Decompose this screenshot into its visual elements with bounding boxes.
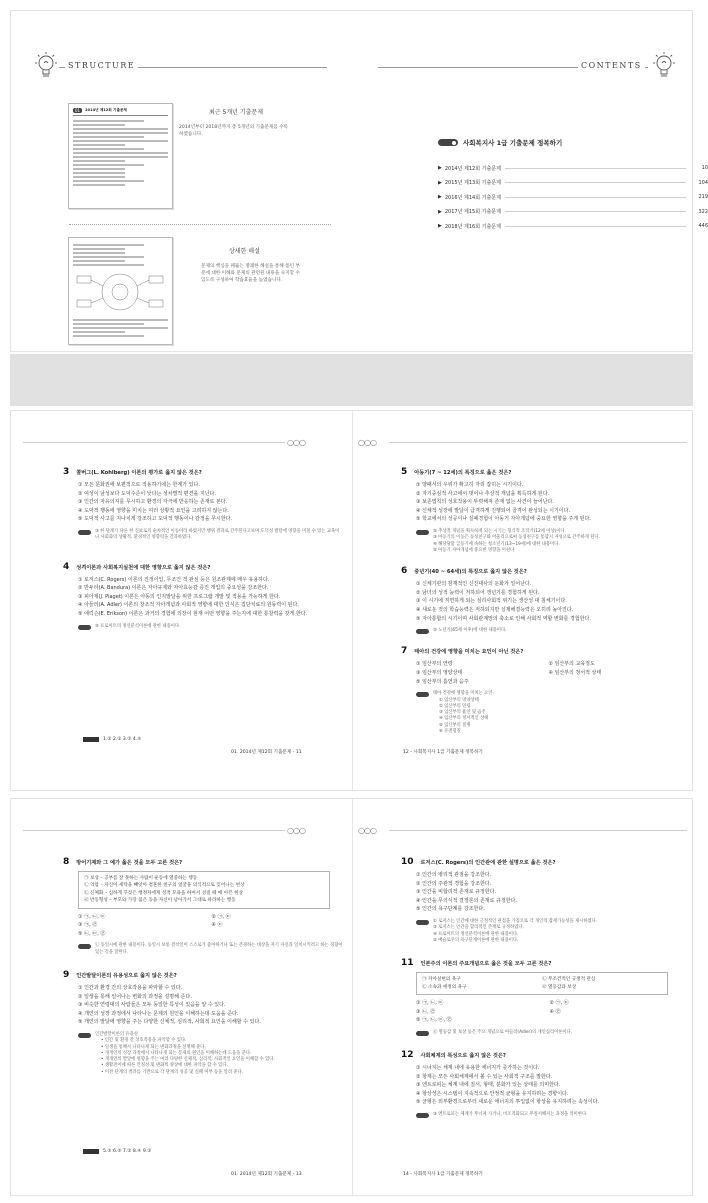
option[interactable]: ④ 임산부의 정서적 상태 — [548, 670, 602, 677]
option[interactable]: ② ㉠, ㉢ — [549, 999, 569, 1006]
page-footer: 01. 2014년 제12회 기출문제 - 11 — [231, 750, 302, 755]
explanation: 인간발달이론의 유용성 • 인간 및 환경 간 상호작용을 파악할 수 있다. • 일생을 통해서 나타나게 되는 변화과정을 설명해 준다. • 개개인의 성장 과정에서 나타나게 되는 문제의 원인을 이해하는데 도움을 준다. • 개개인의 발달에 영향을 주는 여러 다양한 신체적, 심리적, 사회적인 요인을 이해할 수 있다. • 생활전이에 따른 안정성 및 변화의 양상에 대한 파악을 할 수 있다. • 이전 단계의 결과를 기반으로 각 단계의 성공 및 실패 여부 등을 알려 준다. — [78, 1032, 345, 1076]
triangle-right-icon: ▶ — [438, 208, 442, 215]
toc-item[interactable]: ▶ 2018년 제16회 기출문제 446 — [438, 223, 708, 230]
explanation: ③ 한 단계가 다른 한 진보로의 순차적인 이동이라 하였지만 행위 결과로 간주된다고보며 도덕성 발달에 영향을 미칠 수 있는 교육이나 사회화의 상황적, 환경적인 영향력을 간과하였다. — [78, 529, 343, 542]
circles-ornament: ○○○ — [287, 438, 305, 447]
option[interactable]: ① 로저스(C. Rogers) 이론의 진정이입, 무조건 적 관심 등은 원조관계에 매우 유용하다. — [78, 576, 270, 583]
option[interactable]: ① 인간의 병리적 관점을 강조한다. — [416, 872, 492, 878]
page-footer: 01. 2014년 제12회 기출문제 - 13 — [231, 1172, 302, 1177]
option[interactable]: ② 반두라(A. Bandura) 이론은 자아규제와 자아효능감 증진 개입의 중요성을 강조한다. — [78, 585, 269, 592]
question-5: 5 아동기(7 ~ 12세)의 특징으로 옳은 것은? ① 양패서의 우위가 확고히 자리 잡히는 시기이다. ② 자기중심적 사고에서 벗어나 추상적 개념을 획득하게 된다. ③ 보존법칙의 성호작용이 뚜렷해져 존재 없는 사건이 늘어난다. ④ 신체적 성장에 발달이 급격하게 진행되어 골격이 완성되는 시기이다. ⑤ 학교에서의 성공이나 실패경험이 아동기 자아개념에 중요한 영향을 주게 된다. ⑤ 추상적 개념을 획득하게 되는 시기는 형식적 조작기(12세 이상)이다. ③ 아동기의 이동은 동성친구와 어울리으로써 동성친구를 통합지 자성으로 간주하게 된다. ④ 해당당할 급등기에 속하는 청소년기(13~19세)에 대한 내용이다. ⑤ 아동기 자아개념에 중요한 영향을 미친다. — [401, 467, 681, 554]
circles-ornament: ○○○ — [358, 826, 376, 835]
option[interactable]: ⑤ 에릭슨(E. Erikson) 이론은 과거의 경험에 의장이 현재 어떤 영향을 주는지에 대한 통찰력을 갖게 한다. — [78, 610, 308, 617]
answer-badge — [83, 1149, 99, 1154]
option[interactable]: ③ 비슷한 연령대의 사람들은 모두 동일한 특성이 있음을 알 수 있다. — [78, 1002, 226, 1009]
sample-explanation-thumbnail — [68, 237, 173, 345]
page-14 — [401, 857, 683, 1130]
gray-band — [10, 354, 693, 406]
section-text-past-exams: 2014년부터 2018년까지 총 5개년의 기출문제를 수록하였습니다. — [179, 125, 289, 137]
point-badge — [416, 920, 429, 925]
option[interactable]: ⑤ ㉠, ㉡, ㉢, ㉣ — [416, 1017, 452, 1024]
option[interactable]: ① 임산부의 연령 — [416, 661, 453, 668]
page-footer: 14 - 사회복지사 1급 기출문제 정복하기 — [403, 1172, 483, 1177]
question-11: 11 인본주의 이론의 주요개념으로 옳은 것을 모두 고른 것은? ㉠ 자아실현의 욕구 ㉡ 무조건적인 긍정적 관심 ㉢ 소속과 애정의 욕구 ㉣ 열등감과 보상 ① ㉠, ㉡, ㉢ ② ㉠, ㉢ ③ ㉡, ㉣ ④ ㉣ ⑤ ㉠, ㉡, ㉢, ㉣ ㉣ 열등감 및 보상 등은 주요 개념으로 아들러(Adler)의 개인심리이론이다. — [401, 958, 683, 1036]
toc-item[interactable]: ▶ 2017년 제15회 기출문제 322 — [438, 208, 708, 216]
structure-label: STRUCTURE — [65, 61, 138, 70]
option[interactable]: ③ 이 시기에 직면하게 되는 심리사회적 위기는 생산성 대 침체기이다. — [416, 598, 567, 605]
option[interactable]: ④ ㉢ — [211, 922, 223, 929]
option[interactable]: ④ 항상성은 시스템이 지속적으로 안정적 균형을 유지하려는 경향이다. — [416, 1090, 569, 1097]
toc-item[interactable]: ▶ 2015년 제13회 기출문제 104 — [438, 179, 708, 187]
option[interactable]: ① 신체기관의 잠재적인 신진대사의 둔화가 일어난다. — [416, 581, 532, 588]
question-6: 6 중년기(40 ~ 64세)의 특징으로 옳지 않은 것은? ① 신체기관의 잠재적인 신진대사의 둔화가 일어난다. ② 남녀의 성적 능력이 저하되어 갱년기를 경험하게 된다. ③ 이 시기에 직면하게 되는 심리사회적 위기는 생산성 대 침체기이다. ④ 새로운 것의 학습능력은 저하되지만 실제해결능력은 오히려 높아진다. ⑤ 자아통합의 시기이며 사회관계망의 축소로 인해 사회적 역할 변화를 경험한다. ⑤ 노년기(65세 이후)에 대한 내용이다. — [401, 566, 681, 634]
option[interactable]: ⑤ 인간의 욕구단계를 강조한다. — [416, 906, 485, 913]
option[interactable]: ① ㉠, ㉡, ㉢ — [416, 999, 444, 1006]
option[interactable]: ④ 도덕적 행동에 영향을 미치는 여러 상황적 요인을 고려하지 않는다. — [78, 507, 229, 514]
thumb-title: 2014년 제12회 기출문제 — [85, 108, 127, 112]
page-11 — [63, 467, 343, 642]
option[interactable]: ⑤ 학교에서의 성공이나 실패경험이 아동기 자아개념에 중요한 영향을 주게 된다. — [416, 516, 591, 523]
section-divider — [69, 224, 331, 225]
page-footer: 12 - 사회복지사 1급 기출문제 정복하기 — [403, 750, 483, 755]
option[interactable]: ① 모든 문화권에 보편적으로 적용하기에는 한계가 있다. — [78, 482, 200, 488]
option[interactable]: ⑤ 개인의 발달에 영향을 주는 다양한 신체적, 심리적, 사회적 요인을 이해할 수 있다. — [78, 1019, 261, 1026]
section-title-past-exams: 최근 5개년 기출문제 — [209, 109, 264, 116]
option[interactable]: ② 남녀의 성적 능력이 저하되어 갱년기를 경험하게 된다. — [416, 589, 540, 596]
toc-item[interactable]: ▶ 2014년 제12회 기출문제 10 — [438, 165, 708, 172]
point-badge — [78, 944, 91, 949]
question-9: 9 인간발달이론의 유용성으로 옳지 않은 것은? ① 인간과 환경 간의 상호작용을 파악할 수 있다. ② 일생을 통해 일어나는 변화의 과정을 설명해 준다. ③ 비슷한 연령대의 사람들은 모두 동일한 특성이 있음을 알 수 있다. ④ 개인의 성장 과정에서 나타나는 문제의 원인을 이해하는데 도움을 준다. ⑤ 개인의 발달에 영향을 주는 다양한 신체적, 심리적, 사회적 요인을 이해할 수 있다. 인간발달이론의 유용성 • 인간 및 환경 간 상호작용을 파악할 수 있다. • 일생을 통해서 나타나게 되는 변화과정을 설명해 준다. • 개개인의 성장 과정에서 나타나게 되는 문제의 원인을 이해하는데 도움을 준다. • 개개인의 발달에 영향을 주는 여러 다양한 신체적, 심리적, 사회적인 요인을 이해할 수 있다. • 생활전이에 따른 안정성 및 변화의 양상에 대한 파악을 할 수 있다. • 이전 단계의 결과를 기반으로 각 단계의 성공 및 실패 여부 등을 알려 준다. — [63, 970, 345, 1076]
option[interactable]: ④ 개인의 성장 과정에서 나타나는 문제의 원인을 이해하는데 도움을 준다. — [78, 1010, 239, 1017]
option[interactable]: ① 양패서의 우위가 확고히 자리 잡히는 시기이다. — [416, 482, 524, 488]
circles-ornament: ○○○ — [287, 826, 305, 835]
option[interactable]: ③ 피아제(J. Piaget) 이론은 아동의 인지발달을 위한 프로그램 개발 및 적용을 가능하게 한다. — [78, 593, 281, 600]
option[interactable]: ⑤ ㉡, ㉢, ㉣ — [78, 930, 106, 937]
section-text-explanations: 문제의 핵심을 꿰뚫는 명쾌한 해설을 통해 틀린 부분에 대한 이해와 문제의 관련된 내용을 숙지할 수 있도록 구성하여 학습효율을 높였습니다. — [201, 264, 300, 283]
point-badge — [416, 530, 429, 535]
option[interactable]: ⑤ 자아통합의 시기이며 사회관계망의 축소로 인해 사회적 역할 변화를 경험한다. — [416, 615, 591, 622]
thumb-chapter: 01 — [75, 108, 81, 113]
option[interactable]: ② 여성이 남성보다 도덕수준이 낮다는 성차별적 편견을 지닌다. — [78, 490, 216, 497]
point-badge — [78, 530, 91, 535]
option[interactable]: ① ㉠, ㉡, ㉢ — [78, 913, 106, 920]
option[interactable]: ③ 엔트로피는 체계 내에 질서, 형태, 분화가 있는 상태를 의미한다. — [416, 1082, 561, 1089]
question-10: 10 로저스(C. Rogers)의 인간관에 관한 설명으로 옳은 것은? ① 인간의 병리적 관점을 강조한다. ② 인간의 주관적 경험을 강조한다. ③ 인간을 비합리적 존재로 규정한다. ④ 인간을 무의식적 결정론의 존재로 규정한다. ⑤ 인간의 욕구단계를 강조한다. ① 로저스는 인간에 대한 긍정적인 관점을 가짐으로 각 개인의 잠재가능성을 제시하였다. ③ 로저스는 인간을 합리적인 존재로 규정하였다. ④ 프로이트의 정신분석이론에 관한 내용이다. ⑤ 매슬로우의 욕구단계이론에 관한 내용이다. — [401, 857, 683, 944]
option[interactable]: ④ ㉣ — [549, 1008, 561, 1015]
triangle-right-icon: ▶ — [438, 223, 442, 230]
option[interactable]: ③ 인간의 자유의지를 무시하고 환경의 자극에 반응하는 존재로 본다. — [78, 499, 228, 506]
question-12: 12 사회체계의 특성으로 옳지 않은 것은? ① 시너지는 체계 내에 유용한 에너지가 증가하는 것이다. ② 항제는 모든 사회체계에서 볼 수 있는 사회적 구조를 말한다. ③ 엔트로피는 체계 내에 질서, 형태, 분화가 있는 상태를 의미한다. ④ 항상성은 시스템이 지속적으로 안정적 균형을 유지하려는 경향이다. ⑤ 균형은 외부환경으로부터 새로운 에너지의 투입없이 항상을 유지하려는 속성이다. ③ 엔트로피는 체계가 무너져 가거나, 비조직화되고 무질서해지는 과정을 의미한다. — [401, 1050, 683, 1118]
point-badge — [416, 629, 429, 634]
sample-page-thumbnail — [68, 103, 173, 209]
option[interactable]: ④ 아들러(A. Adler) 이론의 창조적 자아개념과 사회적 영향에 대한 인식은 집단치료의 원동력이 된다. — [78, 602, 299, 609]
triangle-right-icon: ▶ — [438, 194, 442, 201]
option[interactable]: ② 인간의 주관적 경험을 강조한다. — [416, 880, 492, 887]
explanation: ⑤ 노년기(65세 이후)에 대한 내용이다. — [416, 628, 681, 634]
explanation: ㉣ 열등감 및 보상 등은 주요 개념으로 아들러(Adler)의 개인심리이론이다. — [416, 1030, 683, 1036]
question-8: 8 방어기제와 그 예가 옳은 것을 모두 고른 것은? ㉠ 보상 – 공부를 잘 못하는 사람이 운동에 열중하는 행동 ㉡ 억압 – 자신이 세탁을 빼앗아 결혼한 친구의 얼굴을 의식적으로 잊어나는 현상 ㉢ 신체화 – 심하게 꾸짖은 행정자에게 성적 모욕을 하여서 성질 때 매 아픈 현상 ㉣ 반동형성 – 부모와 가장 싫은 동을 자신이 날아가서 그대로 따라하는 행동 ① ㉠, ㉡, ㉢ ② ㉠, ㉢ ③ ㉠, ㉣ ④ ㉢ ⑤ ㉡, ㉢, ㉣ ㉡ 동일시에 관한 내용이다. 동일시 보통 결착일이 스스로가 좋아하거나 또는 존경하는 대상을 자기 자신과 일치시키려고 하는 경향이 있는 것을 말한다. — [63, 857, 345, 956]
option[interactable]: ③ ㉠, ㉣ — [78, 922, 98, 929]
option[interactable]: ② 자기중심적 사고에서 벗어나 추상적 개념을 획득하게 된다. — [416, 490, 550, 497]
question-7: 7 태아의 건강에 영향을 미치는 요인이 아닌 것은? ① 임산부의 연령 ② 임산부의 교육정도 ③ 임산부의 영양상태 ④ 임산부의 정서적 상태 ⑤ 임산부의 흡연과 음주 태아 건강에 영향을 미치는 요인 ① 임산부의 영양상태 ② 임산부의 연령 ③ 임산부의 흡연 및 음주 ④ 임산부의 정서적인 상태 ⑤ 임산부의 질병 ⑥ 유전형질 — [401, 646, 681, 735]
explanation: ③ 엔트로피는 체계가 무너져 가거나, 비조직화되고 무질서해지는 과정을 의미한다. — [416, 1112, 683, 1118]
triangle-right-icon: ▶ — [438, 165, 442, 172]
triangle-right-icon: ▶ — [438, 179, 442, 186]
statement-box: ㉠ 보상 – 공부를 잘 못하는 사람이 운동에 열중하는 행동 ㉡ 억압 – 자신이 세탁을 빼앗아 결혼한 친구의 얼굴을 의식적으로 잊어나는 현상 ㉢ 신체화 – 심하게 꾸짖은 행정자에게 성적 모욕을 하여서 성질 때 매 아픈 현상 ㉣ 반동형성 – 부모와 가장 싫은 동을 자신이 날아가서 그대로 따라하는 행동 — [78, 871, 330, 909]
spread-pages-11-12 — [10, 410, 693, 791]
question-4: 4 성격이론과 사회복지실천에 대한 영향으로 옳지 않은 것은? ① 로저스(C. Rogers) 이론의 진정이입, 무조건 적 관심 등은 원조관계에 매우 유용하다. ② 반두라(A. Bandura) 이론은 자아규제와 자아효능감 증진 개입의 중요성을 강조한다. ③ 피아제(J. Piaget) 이론은 아동의 인지발달을 위한 프로그램 개발 및 적용을 가능하게 한다. ④ 아들러(A. Adler) 이론의 창조적 자아개념과 사회적 영향에 대한 인식은 집단치료의 원동력이 된다. ⑤ 에릭슨(E. Erikson) 이론은 과거의 경험에 의장이 현재 어떤 영향을 주는지에 대한 통찰력을 갖게 한다. ⑤ 프로이트의 정신분석이론에 관한 내용이다. — [63, 562, 343, 630]
option[interactable]: ④ 신체적 성장에 발달이 급격하게 진행되어 골격이 완성되는 시기이다. — [416, 507, 571, 514]
contents-heading — [438, 138, 562, 147]
point-badge — [416, 692, 429, 697]
option[interactable]: ② 일생을 통해 일어나는 변화의 과정을 설명해 준다. — [78, 993, 192, 1000]
lightbulb-icon — [651, 51, 677, 81]
table-of-contents — [438, 161, 708, 234]
option[interactable]: ⑤ 도덕적 사고를 지나치게 강조하고 도덕적 행동이나 감정을 무시한다. — [78, 516, 233, 523]
point-badge — [78, 1033, 91, 1038]
spread-pages-13-14 — [10, 798, 693, 1196]
section-title-explanations: 상세한 해설 — [229, 248, 260, 255]
option[interactable]: ① 시너지는 체계 내에 유용한 에너지가 증가하는 것이다. — [416, 1065, 540, 1072]
diagram-sketch — [73, 270, 168, 315]
option[interactable]: ② 임산부의 교육정도 — [548, 661, 595, 668]
lightbulb-icon — [33, 51, 59, 81]
statement-box: ㉠ 자아실현의 욕구 ㉡ 무조건적인 긍정적 관심 ㉢ 소속과 애정의 욕구 ㉣ 열등감과 보상 — [416, 972, 668, 995]
explanation: ⑤ 프로이트의 정신분석이론에 관한 내용이다. — [78, 624, 343, 630]
chapter-badge — [438, 139, 458, 146]
structure-contents-spread — [10, 10, 708, 352]
question-3: 3 콜버그(L. Kohlberg) 이론의 평가로 옳지 않은 것은? ① 모든 문화권에 보편적으로 적용하기에는 한계가 있다. ② 여성이 남성보다 도덕수준이 낮다는 성차별적 편견을 지닌다. ③ 인간의 자유의지를 무시하고 환경의 자극에 반응하는 존재로 본다. ④ 도덕적 행동에 영향을 미치는 여러 상황적 요인을 고려하지 않는다. ⑤ 도덕적 사고를 지나치게 강조하고 도덕적 행동이나 감정을 무시한다. ③ 한 단계가 다른 한 진보로의 순차적인 이동이라 하였지만 행위 결과로 간주된다고보며 도덕성 발달에 영향을 미칠 수 있는 교육이나 사회화의 상황적, 환경적인 영향력을 간과하였다. — [63, 467, 343, 542]
answer-key: 5.⑤ 6.⑤ 7.② 8.④ 9.③ — [83, 1149, 151, 1154]
option[interactable]: ③ ㉡, ㉣ — [416, 1008, 436, 1015]
option[interactable]: ④ 새로운 것의 학습능력은 저하되지만 실제해결능력은 오히려 높아진다. — [416, 606, 574, 613]
toc-item[interactable]: ▶ 2016년 제14회 기출문제 219 — [438, 194, 708, 201]
page-13 — [63, 857, 345, 1088]
explanation: ⑤ 추상적 개념을 획득하게 되는 시기는 형식적 조작기(12세 이상)이다. ③ 아동기의 이동은 동성친구와 어울리으로써 동성친구를 통합지 자성으로 간주하게 된다. ④ 해당당할 급등기에 속하는 청소년기(13~19세)에 대한 내용이다. ⑤ 아동기 자아개념에 중요한 영향을 미친다. — [416, 529, 681, 554]
answer-key: 1.② 2.② 3.③ 4.⑤ — [83, 737, 141, 742]
explanation: ① 로저스는 인간에 대한 긍정적인 관점을 가짐으로 각 개인의 잠재가능성을 제시하였다. ③ 로저스는 인간을 합리적인 존재로 규정하였다. ④ 프로이트의 정신분석이론에 관한 내용이다. ⑤ 매슬로우의 욕구단계이론에 관한 내용이다. — [416, 919, 683, 944]
option[interactable]: ③ 보존법칙의 성호작용이 뚜렷해져 존재 없는 사건이 늘어난다. — [416, 499, 554, 506]
explanation: ㉡ 동일시에 관한 내용이다. 동일시 보통 결착일이 스스로가 좋아하거나 또는 존경하는 대상을 자기 자신과 일치시키려고 하는 경향이 있는 것을 말한다. — [78, 943, 345, 956]
option[interactable]: ③ 임산부의 영양상태 — [416, 670, 463, 677]
option[interactable]: ⑤ 임산부의 흡연과 음주 — [416, 678, 469, 685]
page-12 — [401, 467, 681, 747]
point-badge — [78, 625, 91, 630]
explanation: 태아 건강에 영향을 미치는 요인 ① 임산부의 영양상태 ② 임산부의 연령 ③ 임산부의 흡연 및 음주 ④ 임산부의 정서적인 상태 ⑤ 임산부의 질병 ⑥ 유전형질 — [416, 691, 681, 735]
option[interactable]: ① 인간과 환경 간의 상호작용을 파악할 수 있다. — [78, 985, 183, 991]
point-badge — [416, 1031, 429, 1036]
answer-badge — [83, 737, 99, 742]
option[interactable]: ② 항제는 모든 사회체계에서 볼 수 있는 사회적 구조를 말한다. — [416, 1073, 553, 1080]
point-badge — [416, 1113, 429, 1118]
contents-label: CONTENTS — [578, 61, 645, 70]
circles-ornament: ○○○ — [358, 438, 376, 447]
option[interactable]: ③ 인간을 비합리적 존재로 규정한다. — [416, 889, 497, 896]
option[interactable]: ④ 인간을 무의식적 결정론의 존재로 규정한다. — [416, 897, 517, 904]
option[interactable]: ② ㉠, ㉢ — [211, 913, 231, 920]
contents-title: 사회복지사 1급 기출문제 정복하기 — [463, 139, 563, 147]
option[interactable]: ⑤ 균형은 외부환경으로부터 새로운 에너지의 투입없이 항상을 유지하려는 속성이다. — [416, 1099, 600, 1106]
